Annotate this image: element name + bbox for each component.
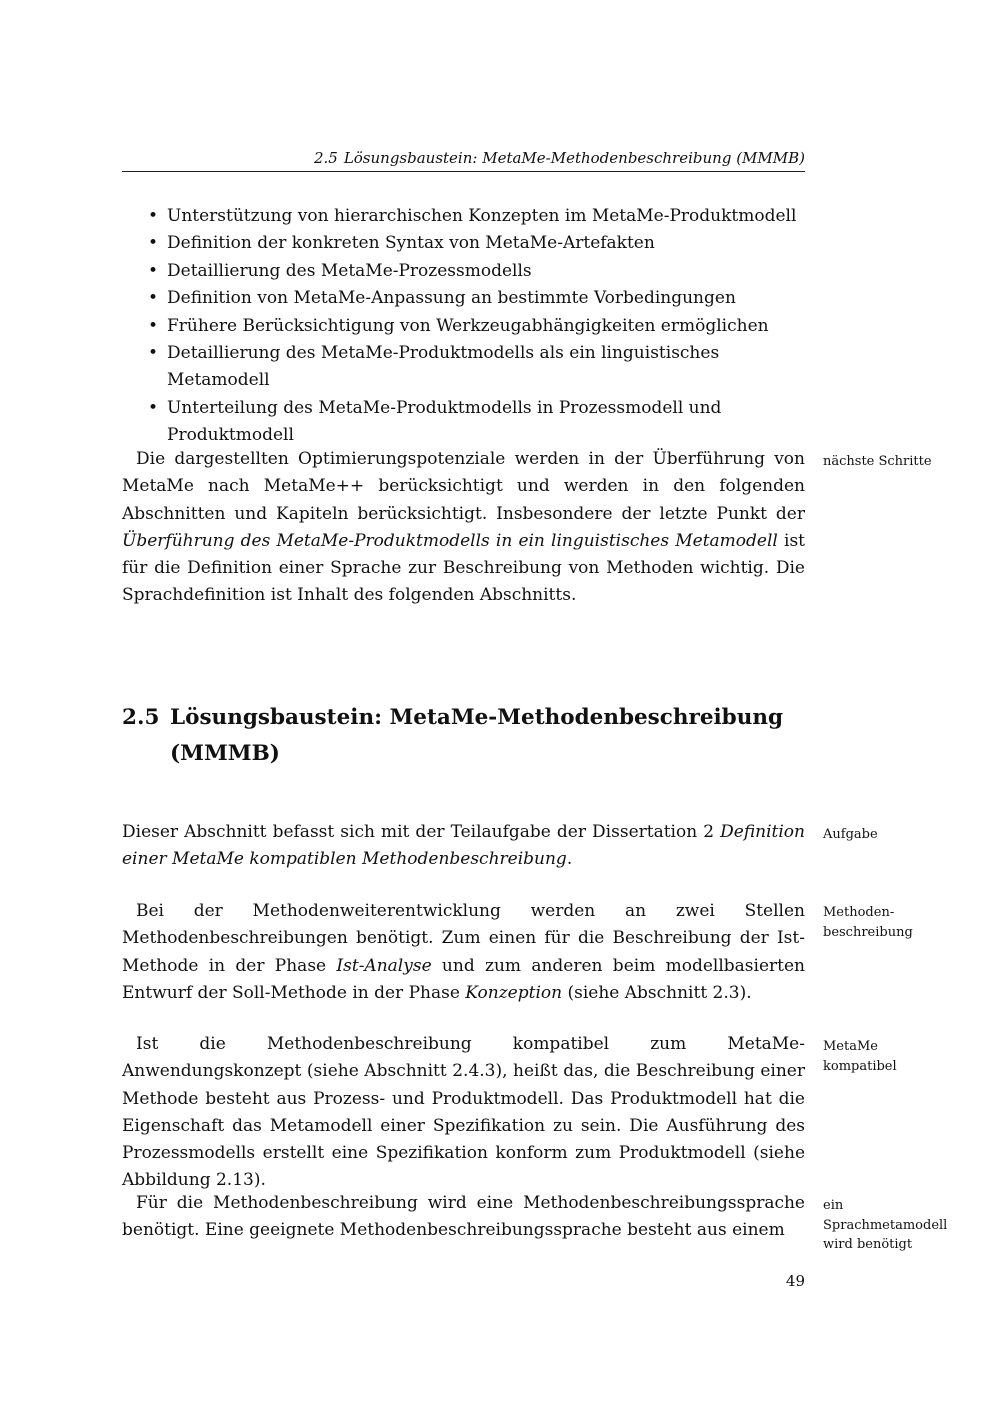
emphasis-text: Definition einer MetaMe kompatiblen Methodenbeschreibung (122, 822, 805, 870)
paragraph-text: Dieser Abschnitt befasst sich mit der Teilaufgabe der Dissertation 2 (122, 822, 721, 842)
margin-note-metame-compatible (823, 1037, 973, 1076)
section-heading (122, 700, 805, 772)
margin-note-task: Aufgabe (823, 827, 878, 842)
emphasis-text: Konzeption (465, 982, 563, 1003)
list-item-text: Definition von MetaMe-Anpassung an bestimmte Vorbedingungen (167, 288, 736, 309)
bullet-list (122, 203, 805, 450)
margin-note-line: wird benötigt (823, 1237, 913, 1252)
list-item-text: Definition der konkreten Syntax von MetaMe-Artefakten (167, 233, 655, 254)
margin-note-line: MetaMe (823, 1039, 878, 1054)
bullet-icon: • (148, 288, 159, 309)
paragraph-text: Die dargestellten Optimierungspotenziale werden in der Überführung von MetaMe nach MetaMe++ berücksichtigt und werden in den folgenden Abschnitten und Kapiteln berücksichtigt. Insbesondere der letzte Punkt der (122, 449, 805, 524)
list-item (122, 285, 805, 312)
list-item-text: Detaillierung des MetaMe-Prozessmodells (167, 260, 532, 281)
list-item (122, 340, 805, 395)
bullet-icon: • (148, 260, 159, 281)
list-item-text: Frühere Berücksichtigung von Werkzeugabhängigkeiten ermöglichen (167, 315, 769, 336)
margin-note-line: ein (823, 1198, 844, 1213)
list-item (122, 230, 805, 257)
margin-note-line: Methoden- (823, 905, 895, 920)
list-item-text: Unterstützung von hierarchischen Konzepten im MetaMe-Produktmodell (167, 206, 797, 226)
paragraph-text: . (566, 849, 573, 870)
section-number: 2.5 (122, 705, 160, 730)
margin-note-line: Sprachmetamodell (823, 1217, 948, 1233)
margin-note-line: beschreibung (823, 924, 913, 940)
page-number: 49 (785, 1272, 805, 1290)
paragraph-text: (siehe Abschnitt 2.3). (562, 982, 752, 1003)
paragraph-language: Für die Methodenbeschreibung wird eine Methodenbeschreibungssprache benötigt. Eine geeignete Methodenbeschreibungssprache besteht aus einem (122, 1193, 805, 1241)
bullet-icon: • (148, 397, 159, 418)
list-item (122, 395, 805, 450)
running-header (122, 147, 805, 172)
bullet-icon: • (148, 343, 159, 364)
list-item-text: Unterteilung des MetaMe-Produktmodells in Prozessmodell und Produktmodell (167, 397, 722, 446)
bullet-icon: • (148, 206, 159, 226)
paragraph-text: Bei der Methodenweiterentwicklung werden an zwei Stellen Methodenbeschreibungen benötigt. Zum einen für die Beschreibung der Ist-Methode in der Phase (122, 901, 805, 976)
emphasis-text: Überführung des MetaMe-Produktmodells in ein linguistisches Metamodell (122, 530, 778, 551)
paragraph-task (122, 819, 805, 874)
margin-note-language (823, 1196, 973, 1255)
list-item (122, 313, 805, 340)
paragraph-text: ist für die Definition einer Sprache zur Beschreibung von Methoden wichtig. Die Sprachdefinition ist Inhalt des folgenden Abschnitts. (122, 530, 805, 606)
emphasis-text: Ist-Analyse (336, 955, 432, 976)
paragraph-text: und zum anderen beim modellbasierten Entwurf der Soll-Methode in der Phase (122, 955, 805, 1003)
margin-note-next-steps: nächste Schritte (823, 454, 932, 469)
list-item (122, 258, 805, 285)
running-header-title: Lösungsbaustein: MetaMe-Methodenbeschreibung (MMMB) (343, 149, 805, 167)
paragraph-next-steps (122, 446, 805, 610)
list-item-text: Detaillierung des MetaMe-Produktmodells als ein linguistisches Metamodell (167, 343, 720, 391)
margin-note-method-description (823, 903, 973, 942)
bullet-icon: • (148, 315, 159, 336)
bullet-icon: • (148, 233, 159, 254)
margin-note-line: kompatibel (823, 1058, 897, 1074)
paragraph-method-description (122, 898, 805, 1007)
section-title: Lösungsbaustein: MetaMe-Methodenbeschreibung (MMMB) (170, 705, 784, 766)
paragraph-metame-compatible: Ist die Methodenbeschreibung kompatibel zum MetaMe-Anwendungskonzept (siehe Abschnitt 2.4.3), heißt das, die Beschreibung einer Methode besteht aus Prozess- und Produktmodell. Das Produktmodell hat die Eigenschaft das Metamodell einer Spezifikation zu sein. Die Ausführung des Prozessmodells erstellt eine Spezifikation konform zum Produktmodell (siehe Abbildung 2.13). (122, 1034, 805, 1191)
running-header-section-number: 2.5 (313, 149, 338, 167)
list-item (122, 203, 805, 230)
